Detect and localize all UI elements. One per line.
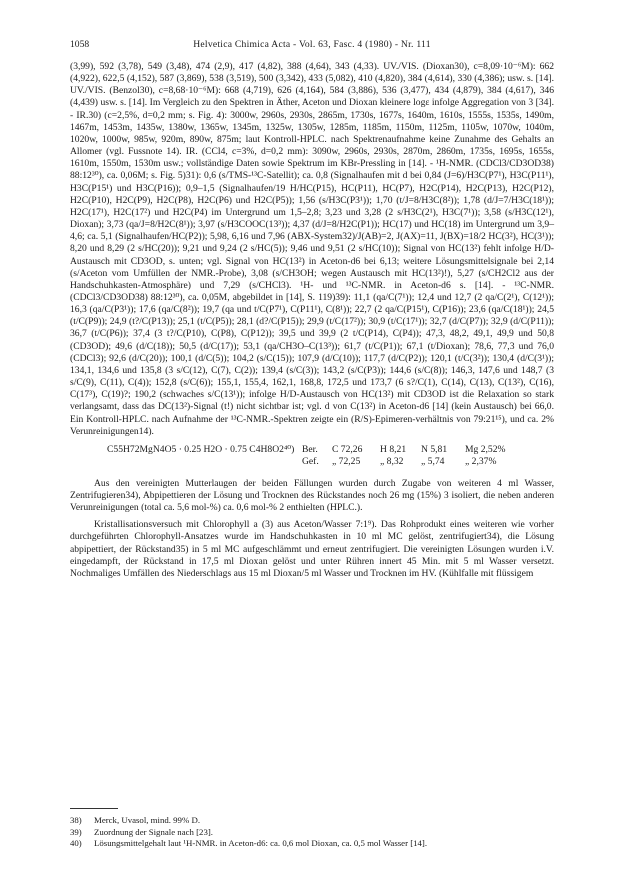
spectral-data-paragraph: (3,99), 592 (3,78), 549 (3,48), 474 (2,9), 417 (4,82), 388 (4,64), 343 (4,33). UV./VIS. (Dioxan30), c=8,09·10⁻⁶M): 662 (4,922), 622,5 (4,152), 587 (3,869), 538 (3,519), 500 (3,342), 433 (5,082), 410 (4,820), 384 (4,614), 330 (4,386); usw. s. [14]. UV./VIS. (Benzol30), c=8,68·10⁻⁶M): 668 (4,719), 626 (4,164), 584 (3,886), 536 (3,477), 434 (4,879), 384 (4,617), 346 (4,439) usw. s. [14]. Im Vergleich zu den Spektren in Äther, Aceton und Dioxan kleinere logε infolge Aggregation von 3 [34]. - IR.30) (c=2,5%, d=0,2 mm; s. Fig. 4): 3000w, 2960s, 2930s, 2865m, 1730s, 1677s, 1640m, 1610s, 1555s, 1535s, 1490m, 1467m, 1453m, 1435w, 1380w, 1365w, 1345m, 1325w, 1305w, 1285m, 1185m, 1150m, 1125m, 1105w, 1070w, 1040m, 1020w, 1000w, 985w, 920m, 890w, 875m; laut Kontroll-HPLC. nach Spektrenaufnahme keine Zunahme des Gehalts an Allomer (vgl. Fussnote 14). IR. (CCl4, c=3%, d=0,2 mm): 3090w, 2960s, 2930s, 2870m, 2860m, 1735s, 1695s, 1655s, 1610m, 1550m, 1530m usw.; vollständige Daten sowie Spektrum im KBr-Pressling in [14]. - ¹H-NMR. (CDCl3/CD3OD38) 88:12³⁰), ca. 0,06M; s. Fig. 5)31): 0,6 (s/TMS-¹³C-Satellit); ca. 0,8 (Signalhaufen mit d bei 0,84 (J=6)/H3C(P7¹), H3C(P11¹), H3C(P15¹) und H3C(P16)); 0,9–1,5 (Signalhaufen/19 H/HC(P15), HC(P11), HC(P7), H2C(P14), H2C(P13), H2C(P12), H2C(P10), H2C(P9), H2C(P8), H2C(P6) und H2C(P5)); 1,56 (s/H3C(P3¹)); 1,70 (t/J=8/H3C(8²)); 1,78 (d/J=7/H3C(18¹)); H2C(17¹), H2C(17²) und H2C(P4) im Untergrund um 1,5–2,8; 3,23 und 3,28 (2 s/H3C(2¹), H3C(7¹)); 3,58 (s/H3C(12¹), Dioxan); 3,73 (qa/J=8/H2C(8¹)); 3,97 (s/H3COOC(13³)); 4,37 (d/J=8/H2C(P1)); HC(17) und HC(18) im Untergrund um 3,9–4,6; ca. 5,1 (Signalhaufen/HC(P2)); 5,98, 6,16 und 7,96 (ABX-System32)/J(AB)=2, J(AX)=11, J(BX)=18/2 HC(3²), HC(3¹)); 8,20 und 8,29 (2 s/HC(20)); 9,21 und 9,24 (2 s/HC(5)); 9,46 und 9,51 (2 s/HC(10)); Signal von HC(13²) fehlt infolge H/D-Austausch mit CD3OD, s. unten; vgl. Signal von HC(13²) in Aceton-d6 bei 6,13; weitere Lösungsmittelsignale bei 2,14 (s/Aceton vom Umfüllen der NMR.-Probe), 3,08 (s/CH3OH; wegen Austausch mit HC(13²)!), 5,27 (s/CH2Cl2 aus der Handschuhkasten-Atmosphäre) und 7,29 (s/CHCl3). ¹H- und ¹³C-NMR. in Aceton-d6 s. [14]. - ¹³C-NMR. (CDCl3/CD3OD38) 88:12³⁰), ca. 0,05M, abgebildet in [14], S. 119)39): 11,1 (qa/C(7¹)); 12,4 und 12,7 (2 qa/C(2¹), C(12¹)); 16,3 (qa/C(P3¹)); 17,6 (qa/C(8²)); 19,7 (qa und t/C(P7¹), C(P11¹), C(8¹)); 22,7 (2 qa/C(P15¹), C(P16)); 23,6 (qa/C(18¹)); 24,5 (t/C(P9)); 24,9 (t?/C(P13)); 25,1 (t/C(P5)); 28,1 (d?/C(P15)); 29,9 (t/C(17²)); 30,9 (t/C(17¹)); 32,7 (d/C(P7)); 32,9 (d/C(P11)); 36,7 (t/C(P6)); 37,4 (3 t?/C(P10), C(P8), C(P12)); 39,5 und 39,9 (2 t/C(P14), C(P4)); 47,3, 48,2, 49,1, 49,9 und 50,8 (CD3OD); 49,6 (d/C(18)); 50,5 (d/C(17)); 53,1 (qa/CH3O–C(13³)); 61,7 (t/C(P1)); 67,1 (t/Dioxan); 78,6, 77,3 und 76,0 (CDCl3); 92,6 (d/C(20)); 100,1 (d/C(5)); 104,2 (s/C(15)); 107,9 (d/C(10)); 117,7 (d/C(P2)); 120,1 (t/C(3²)); 130,4 (d/C(3¹)); 134,1, 134,6 und 135,8 (3 s/C(12), C(7), C(2)); 139,4 (s/C(3)); 143,2 (s/C(P3)); 144,6 (s/C(8)); 146,3, 147,6 und 148,7 (3 s/C(9), C(11), C(4)); 152,8 (s/C(6)); 155,1, 155,4, 162,1, 168,8, 172,5 und 173,7 (6 s?/C(1), C(14), C(13), C(13²), C(16), C(17³), C(19)?; 190,2 (schwaches s/C(13¹)); infolge H/D-Austausch von HC(13²) mit CD3OD ist die Relaxation so stark verlangsamt, dass das DC(13²)-Signal (t!) nicht sichtbar ist; vgl. d von C(13²) in Aceton-d6 [14] (kein Austausch) bei 66,0. Ein Kontroll-HPLC. nach Aufnahme der ¹³C-NMR.-Spektren zeigte ein (R/S)-Epimeren-verhältnis von 79:21¹⁵), und ca. 2% Verunreinigungen14). [70,61,554,437]
footnote-number: 40) [70,838,82,849]
footnote-text: Zuordnung der Signale nach [23]. [94,826,213,837]
journal-title: Helvetica Chimica Acta - Vol. 63, Fasc. 4 (1980) - Nr. 111 [193,39,431,50]
found-value: „ 2,37% [465,456,497,468]
found-value: „ 8,32 [380,456,404,468]
found-value: „ 72,25 [332,456,361,468]
footnote [70,815,554,827]
found-value: „ 5,74 [421,456,445,468]
calc-label: Ber. [302,443,318,455]
mother-liquor-paragraph: Aus den vereinigten Mutterlaugen der beiden Fällungen wurden durch Zugabe von weiteren 4 ml Wasser, Zentrifugieren34), Abpipettieren der Lösung und Trocknen des Rückstandes noch 26 mg (15%) 3 isoliert, die neben anderen Verunreinigungen (total ca. 5,6 mol-%) ca. 0,6 mol-% 2 enthielten (HPLC.). [70,477,554,514]
page-number: 1058 [70,39,90,50]
footnote [70,838,554,850]
calc-value: Mg 2,52% [465,443,506,455]
analysis-formula: C55H72MgN4O5 · 0.25 H2O · 0.75 C4H8O2⁴⁰) [107,443,295,455]
running-header [70,39,554,53]
footnote-text: Lösungsmittelgehalt laut ¹H-NMR. in Aceton-d6: ca. 0,6 mol Dioxan, ca. 0,5 mol Wasser [14]. [94,838,428,849]
found-label: Gef. [302,456,319,468]
calc-value: C 72,26 [332,443,363,455]
footnote-number: 39) [70,826,82,837]
crystallization-paragraph: Kristallisationsversuch mit Chlorophyll a (3) aus Aceton/Wasser 7:1⁹). Das Rohprodukt eines weiteren wie vorher durchgeführten Chlorophyll-Ansatzes wurde im Handschuhkasten in 10 ml MC gelöst, zentrifugiert34), die Lösung abpipettiert, der Rückstand35) in 5 ml MC aufgeschlämmt und erneut zentrifugiert. Die vereinigten Lösungen wurden i.V. eingedampft, der Rückstand in 17,5 ml Dioxan gelöst und unter Rühren innert 45 Min. mit 5 ml Wasser versetzt. Nochmaliges Umfällen des Niederschlags aus 15 ml Dioxan/5 ml Wasser und Trocknen im HV. (Kühlfalle mit flüssigem [70,519,554,579]
footnotes [70,808,554,850]
elemental-analysis [70,444,554,470]
body-text [70,61,554,580]
footnote-rule [70,808,118,809]
calc-value: H 8,21 [380,443,407,455]
footnote-text: Merck, Uvasol, mind. 99% D. [94,815,201,825]
footnote-number: 38) [70,815,82,825]
calc-value: N 5,81 [421,443,448,455]
footnote [70,827,554,839]
